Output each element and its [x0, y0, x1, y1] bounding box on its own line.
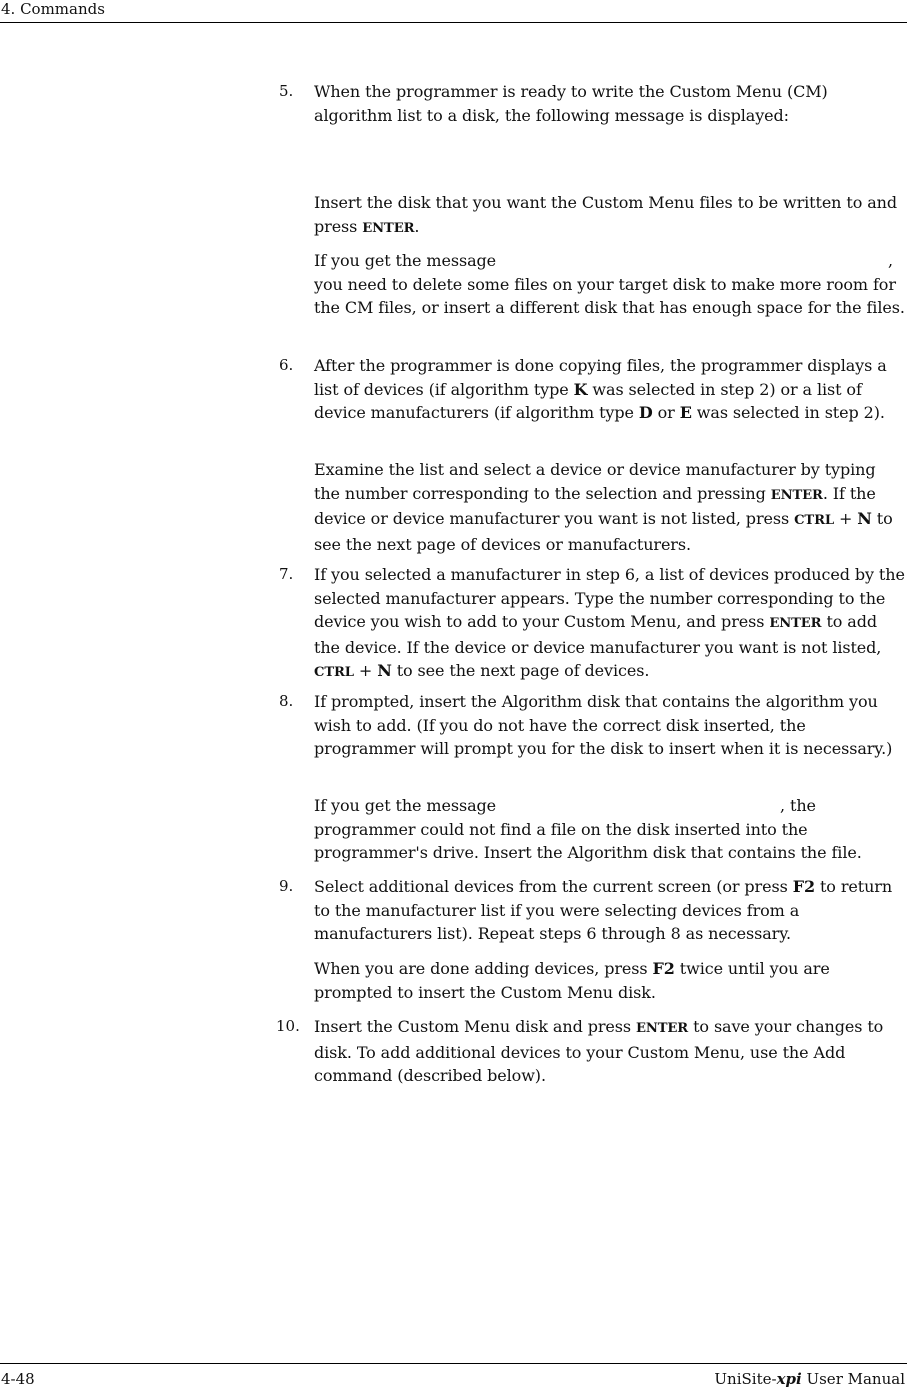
- step-number-9: 9.: [279, 877, 294, 895]
- text: , the programmer could not find a file on the disk inserted into the programmer's drive. Insert the Algorithm disk that contains the file.: [314, 796, 862, 862]
- step-8-message-paragraph: [314, 794, 906, 865]
- enter-key: ENTER: [770, 487, 823, 503]
- text: Insert the disk that you want the Custom Menu files to be written to and press: [314, 193, 898, 236]
- text: +: [833, 509, 858, 528]
- ctrl-key: CTRL: [314, 665, 354, 680]
- page-number: 4-48: [1, 1370, 35, 1388]
- f2-key: F2: [792, 877, 815, 896]
- text: , you need to delete some files on your target disk to make more room for the CM files, or insert a different disk that has enough space for the files.: [314, 251, 905, 317]
- text: User Manual: [801, 1370, 905, 1388]
- text: to see the next page of devices or manufacturers.: [314, 509, 893, 554]
- text: If you selected a manufacturer in step 6, a list of devices produced by the selected manufacturer appears. Type the number corresponding to the device you wish to add to your Custom Menu, and press: [314, 565, 905, 631]
- enter-key: ENTER: [769, 616, 822, 631]
- text: +: [353, 661, 378, 680]
- text: to return to the manufacturer list if you were selecting devices from a manufacturers list). Repeat steps 6 through 8 as necessary.: [314, 877, 893, 943]
- text: Insert the Custom Menu disk and press: [314, 1017, 636, 1036]
- text: Examine the list and select a device or device manufacturer by typing the number corresponding to the selection and pressing: [314, 460, 876, 503]
- footer-rule: [0, 1363, 907, 1364]
- step-number-10: 10.: [276, 1017, 300, 1035]
- enter-key: ENTER: [362, 220, 415, 236]
- text: to save your changes to disk. To add additional devices to your Custom Menu, use the Add command (described below).: [314, 1017, 884, 1085]
- text: After the programmer is done copying files, the programmer displays a list of devices (if algorithm type: [314, 356, 887, 399]
- step-9-done-paragraph: [314, 957, 906, 1004]
- text: If you get the message: [314, 251, 497, 270]
- manual-title: [714, 1370, 905, 1388]
- product-name: xpi: [776, 1370, 802, 1388]
- text: .: [414, 216, 420, 236]
- n-key: N: [857, 509, 872, 528]
- text: was selected in step 2) or a list of device manufacturers (if algorithm type: [314, 379, 862, 422]
- step-number-8: 8.: [279, 692, 294, 710]
- text: Select additional devices from the current screen (or press: [314, 877, 793, 896]
- ctrl-key: CTRL: [794, 513, 834, 528]
- step-10-text: [314, 1015, 906, 1088]
- section-header: 4. Commands: [1, 0, 105, 18]
- step-5-insert-paragraph: [314, 191, 906, 240]
- text: or: [652, 403, 680, 422]
- text: . If the device or device manufacturer you want is not listed, press: [314, 483, 876, 528]
- enter-key: ENTER: [635, 1021, 689, 1036]
- step-number-5: 5.: [279, 82, 294, 100]
- text: was selected in step 2).: [691, 403, 885, 422]
- n-key: N: [377, 661, 392, 680]
- text: to add the device. If the device or device manufacturer you want is not listed,: [314, 612, 882, 657]
- step-9-text: [314, 875, 906, 946]
- text: When you are done adding devices, press: [314, 959, 653, 978]
- step-8-text: If prompted, insert the Algorithm disk that contains the algorithm you wish to add. (If you do not have the correct disk inserted, the programmer will prompt you for the disk to insert when it is necessary.): [314, 692, 893, 758]
- header-rule: [0, 22, 907, 23]
- step-number-6: 6.: [279, 356, 294, 374]
- type-e: E: [679, 403, 692, 422]
- step-5-text: When the programmer is ready to write the Custom Menu (CM) algorithm list to a disk, the following message is displayed:: [314, 82, 828, 125]
- type-k: K: [573, 379, 588, 399]
- step-7-text: [314, 563, 906, 685]
- type-d: D: [638, 403, 653, 422]
- step-6-examine-paragraph: [314, 458, 906, 556]
- text: twice until you are prompted to insert the Custom Menu disk.: [314, 959, 830, 1002]
- text: UniSite-: [714, 1370, 777, 1388]
- text: If you get the message: [314, 796, 497, 815]
- text: to see the next page of devices.: [391, 661, 650, 680]
- step-number-7: 7.: [279, 565, 294, 583]
- step-5-message-paragraph: [314, 249, 906, 320]
- f2-key: F2: [652, 959, 675, 978]
- step-6-text: [314, 354, 906, 425]
